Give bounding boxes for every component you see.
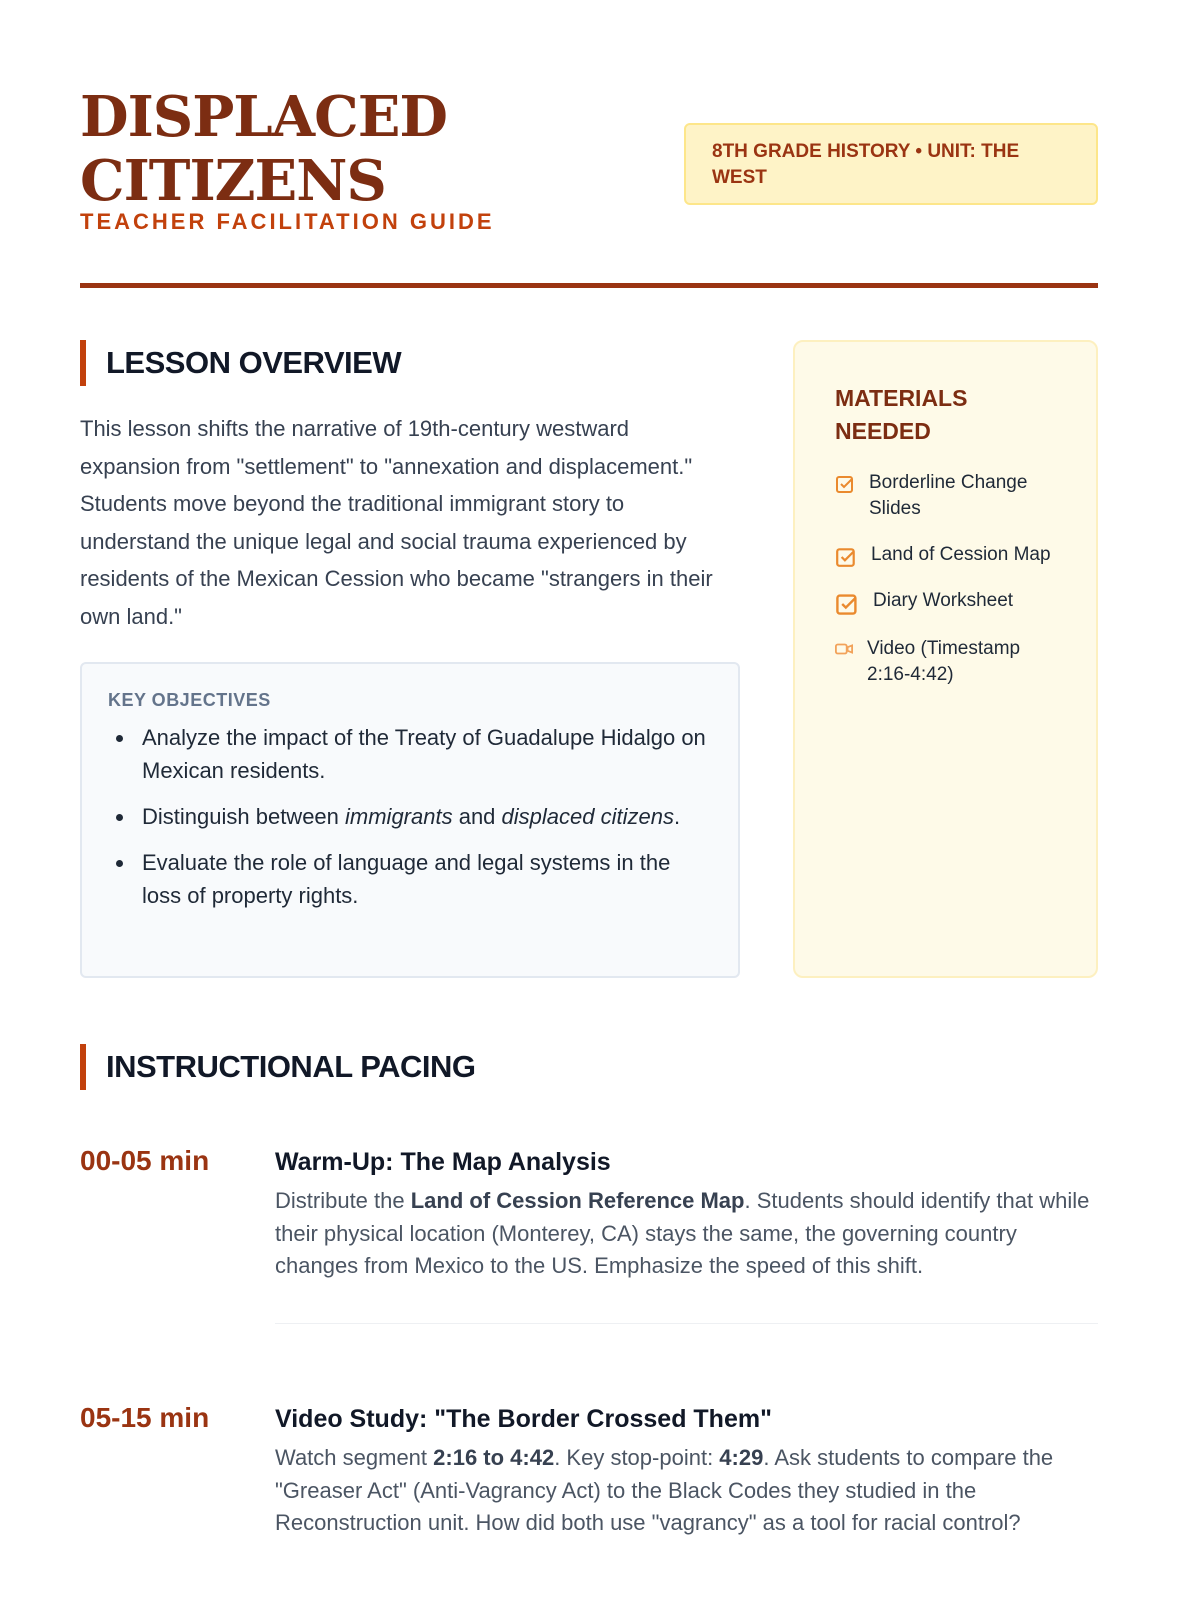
lesson-overview-heading: LESSON OVERVIEW bbox=[80, 340, 401, 386]
pacing-item bbox=[80, 1402, 1098, 1540]
pacing-time: 00-05 min bbox=[80, 1145, 210, 1176]
material-label: Diary Worksheet bbox=[873, 590, 1014, 611]
pacing-title: Warm-Up: The Map Analysis bbox=[275, 1148, 611, 1176]
objective-text: Distinguish between bbox=[142, 804, 346, 829]
materials-panel bbox=[793, 340, 1098, 978]
grade-unit-badge: 8TH GRADE HISTORY • UNIT: THE WEST bbox=[684, 123, 1098, 205]
pacing-divider bbox=[275, 1323, 1098, 1324]
key-objectives-box bbox=[80, 662, 740, 978]
page-title: DISPLACED CITIZENS bbox=[80, 84, 447, 214]
objective-text: and bbox=[452, 804, 502, 829]
page-subtitle: TEACHER FACILITATION GUIDE bbox=[80, 209, 495, 234]
pacing-title: Video Study: "The Border Crossed Them" bbox=[275, 1405, 772, 1433]
material-item bbox=[835, 636, 1056, 688]
lesson-overview-text: This lesson shifts the narrative of 19th-century westward expansion from "settlement" to "annexation and displacement." Students move beyond the traditional immigrant story to understand the unique legal and social trauma experienced by residents of the Mexican Cession who became "strangers in their own land." bbox=[80, 416, 713, 629]
material-label: Video (Timestamp 2:16-4:42) bbox=[867, 638, 1021, 685]
key-objectives-heading: KEY OBJECTIVES bbox=[108, 690, 271, 710]
objective-text: . bbox=[673, 804, 681, 829]
header bbox=[80, 85, 1098, 235]
instructional-pacing-heading: INSTRUCTIONAL PACING bbox=[80, 1044, 475, 1090]
material-label: Borderline Change Slides bbox=[869, 472, 1028, 519]
video-icon bbox=[835, 640, 853, 658]
pacing-description: Watch segment 2:16 to 4:42. Key stop-point: 4:29. Ask students to compare the "Greaser Act" (Anti-Vagrancy Act) to the Black Codes they studied in the Reconstruction unit. How did both use "vagrancy" as a tool for racial control? bbox=[275, 1445, 1054, 1535]
objective-emphasis: displaced citizens bbox=[501, 804, 674, 829]
material-item bbox=[835, 542, 1056, 568]
materials-heading: MATERIALS NEEDED bbox=[835, 385, 968, 444]
objective-item: Analyze the impact of the Treaty of Guadalupe Hidalgo on Mexican residents. bbox=[108, 721, 712, 787]
pacing-description: Distribute the Land of Cession Reference Map. Students should identify that while their physical location (Monterey, CA) stays the same, the governing country changes from Mexico to the US. Emphasize the speed of this shift. bbox=[275, 1188, 1090, 1278]
objectives-list bbox=[108, 721, 712, 912]
material-label: Land of Cession Map bbox=[871, 544, 1051, 565]
checkbox-icon bbox=[835, 592, 859, 616]
header-divider bbox=[80, 283, 1098, 288]
objective-item: Evaluate the role of language and legal systems in the loss of property rights. bbox=[108, 846, 712, 912]
material-item bbox=[835, 588, 1056, 616]
checkbox-icon bbox=[835, 474, 855, 494]
objective-item bbox=[108, 800, 712, 833]
pacing-time: 05-15 min bbox=[80, 1402, 210, 1433]
pacing-item bbox=[80, 1145, 1098, 1324]
material-item bbox=[835, 470, 1056, 522]
checkbox-icon bbox=[835, 546, 857, 568]
objective-emphasis: immigrants bbox=[345, 804, 453, 829]
